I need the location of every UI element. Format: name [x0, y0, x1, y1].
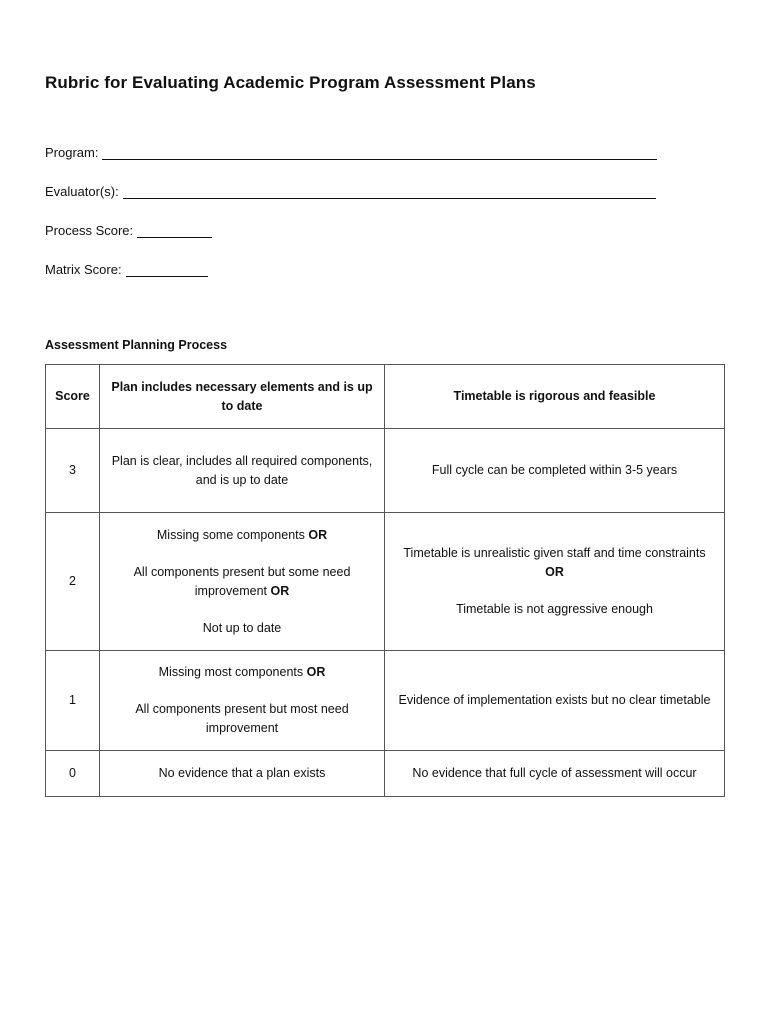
timetable-text: Timetable is unrealistic given staff and time constraints OR [403, 546, 706, 579]
table-row [46, 751, 725, 797]
evaluators-label: Evaluator(s): [45, 184, 119, 199]
table-row [46, 513, 725, 651]
plan-text: Missing most components OR [158, 665, 326, 679]
rubric-table [45, 364, 725, 797]
plan-text: No evidence that a plan exists [158, 766, 326, 780]
header-timetable: Timetable is rigorous and feasible [385, 365, 725, 429]
plan-text: Missing some components OR [156, 527, 328, 542]
or-connector: OR [270, 583, 290, 598]
header-score: Score [46, 365, 100, 429]
process-score-field [45, 223, 212, 238]
table-header-row [46, 365, 725, 429]
process-score-blank-line[interactable] [137, 224, 212, 238]
score-cell: 3 [46, 429, 100, 513]
program-field [45, 145, 657, 160]
evaluators-field [45, 184, 656, 199]
timetable-cell [385, 651, 725, 751]
plan-cell [100, 513, 385, 651]
matrix-score-field [45, 262, 208, 277]
program-label: Program: [45, 145, 99, 160]
timetable-cell [385, 429, 725, 513]
process-score-label: Process Score: [45, 223, 134, 238]
matrix-score-label: Matrix Score: [45, 262, 122, 277]
timetable-text: No evidence that full cycle of assessment will occur [412, 766, 697, 780]
plan-text: Plan is clear, includes all required components, [111, 453, 373, 468]
matrix-score-blank-line[interactable] [126, 263, 208, 277]
timetable-cell [385, 751, 725, 797]
score-cell: 2 [46, 513, 100, 651]
plan-text: Not up to date [202, 620, 282, 635]
score-cell: 1 [46, 651, 100, 751]
plan-text: and is up to date [195, 472, 289, 487]
plan-text: All components present but some need improvement OR [133, 564, 351, 598]
document-title: Rubric for Evaluating Academic Program Assessment Plans [45, 73, 536, 92]
evaluators-blank-line[interactable] [123, 185, 656, 199]
header-plan: Plan includes necessary elements and is up to date [100, 365, 385, 429]
plan-cell [100, 429, 385, 513]
or-connector: OR [308, 527, 328, 542]
timetable-text: Evidence of implementation exists but no clear timetable [398, 693, 711, 707]
plan-cell [100, 751, 385, 797]
section-heading: Assessment Planning Process [45, 338, 228, 352]
program-blank-line[interactable] [102, 146, 657, 160]
table-row [46, 651, 725, 751]
plan-cell [100, 651, 385, 751]
plan-text: All components present but most need improvement [135, 702, 349, 735]
timetable-cell [385, 513, 725, 651]
or-connector: OR [306, 665, 326, 679]
or-connector: OR [545, 565, 564, 579]
timetable-text: Full cycle can be completed within 3-5 years [431, 463, 678, 477]
score-cell: 0 [46, 751, 100, 797]
timetable-text: Timetable is not aggressive enough [456, 602, 653, 616]
table-row [46, 429, 725, 513]
